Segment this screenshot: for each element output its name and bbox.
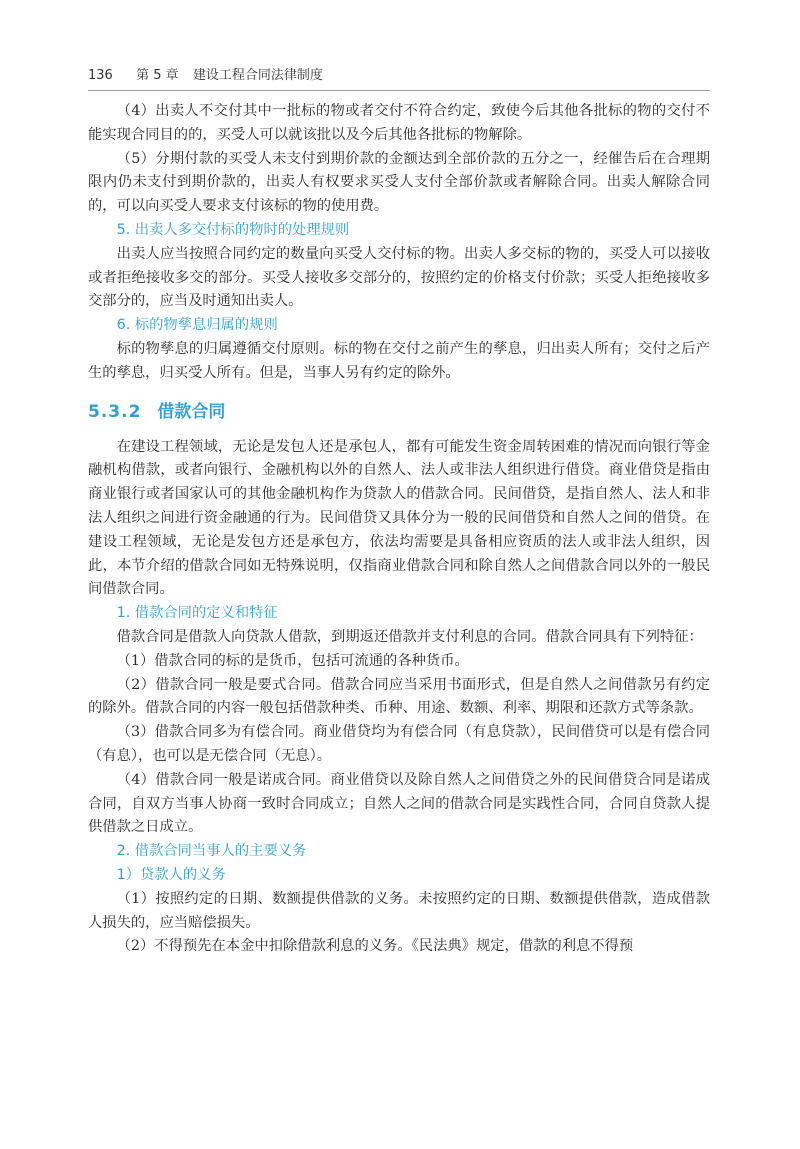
obligation-item: （1）按照约定的日期、数额提供借款的义务。未按照约定的日期、数额提供借款，造成借款人损失的，应当赔偿损失。	[88, 890, 710, 931]
feature-item: （2）借款合同一般是要式合同。借款合同应当采用书面形式，但是自然人之间借款另有约定的除外。借款合同的内容一般包括借款种类、币种、用途、数额、利率、期限和还款方式等条款。	[88, 676, 710, 717]
paragraph-rule-6: 标的物孳息的归属遵循交付原则。标的物在交付之前产生的孳息，归出卖人所有；交付之后产生的孳息，归买受人所有。但是，当事人另有约定的除外。	[88, 340, 710, 381]
running-header	[88, 66, 708, 86]
section-intro: 在建设工程领域，无论是发包人还是承包人，都有可能发生资金周转困难的情况而向银行等金融机构借款，或者向银行、金融机构以外的自然人、法人或非法人组织进行借贷。商业借贷是指由商业银行或者国家认可的其他金融机构作为贷款人的借款合同。民间借贷，是指自然人、法人和非法人组织之间进行资金融通的行为。民间借贷又具体分为一般的民间借贷和自然人之间的借贷。在建设工程领域，无论是发包方还是承包方，依法均需要是具备相应资质的法人或非法人组织，因此，本节介绍的借款合同如无特殊说明，仅指商业借款合同和除自然人之间借款合同以外的一般民间借款合同。	[88, 438, 710, 598]
feature-item: （1）借款合同的标的是货币，包括可流通的各种货币。	[116, 652, 469, 669]
feature-item: （4）借款合同一般是诺成合同。商业借贷以及除自然人之间借贷之外的民间借贷合同是诺成合同，自双方当事人协商一致时合同成立；自然人之间的借款合同是实践性合同，合同自贷款人提供借款之日成立。	[88, 771, 710, 836]
paragraph-rule-5: 出卖人应当按照合同约定的数量向买受人交付标的物。出卖人多交标的物的，买受人可以接收或者拒绝接收多交的部分。买受人接收多交部分的，按照约定的价格支付价款；买受人拒绝接收多交部分的，应当及时通知出卖人。	[88, 245, 710, 310]
feature-item: （3）借款合同多为有偿合同。商业借贷均为有偿合同（有息贷款），民间借贷可以是有偿合同（有息），也可以是无偿合同（无息）。	[88, 724, 710, 764]
page-body	[88, 100, 710, 959]
header-divider	[88, 90, 710, 91]
chapter-title: 建设工程合同法律制度	[192, 68, 323, 83]
section-title: 借款合同	[157, 401, 226, 422]
page-number: 136	[88, 68, 113, 83]
paragraph-item-4: （4）出卖人不交付其中一批标的物或者交付不符合约定，致使今后其他各批标的物的交付不能实现合同目的的，买受人可以就该批以及今后其他各批标的物解除。	[88, 103, 710, 143]
section-number: 5.3.2	[88, 401, 142, 422]
section-heading	[88, 400, 710, 424]
definition-paragraph: 借款合同是借款人向贷款人借款，到期返还借款并支付利息的合同。借款合同具有下列特征：	[116, 628, 703, 645]
subheading-6: 6. 标的物孳息归属的规则	[116, 317, 278, 334]
paragraph-item-5: （5）分期付款的买受人未支付到期价款的金额达到全部价款的五分之一，经催告后在合理期限内仍未支付到期价款的，出卖人有权要求买受人支付全部价款或者解除合同。出卖人解除合同的，可以向买受人要求支付该标的物的使用费。	[88, 150, 710, 215]
subheading-2: 2. 借款合同当事人的主要义务	[116, 843, 307, 860]
subheading-5: 5. 出卖人多交付标的物时的处理规则	[116, 221, 350, 238]
obligation-item: （2）不得预先在本金中扣除借款利息的义务。《民法典》规定，借款的利息不得预	[116, 938, 634, 955]
subheading-2-1: 1）贷款人的义务	[116, 866, 226, 883]
subheading-1: 1. 借款合同的定义和特征	[116, 605, 278, 622]
chapter-label: 第 5 章	[136, 68, 179, 83]
